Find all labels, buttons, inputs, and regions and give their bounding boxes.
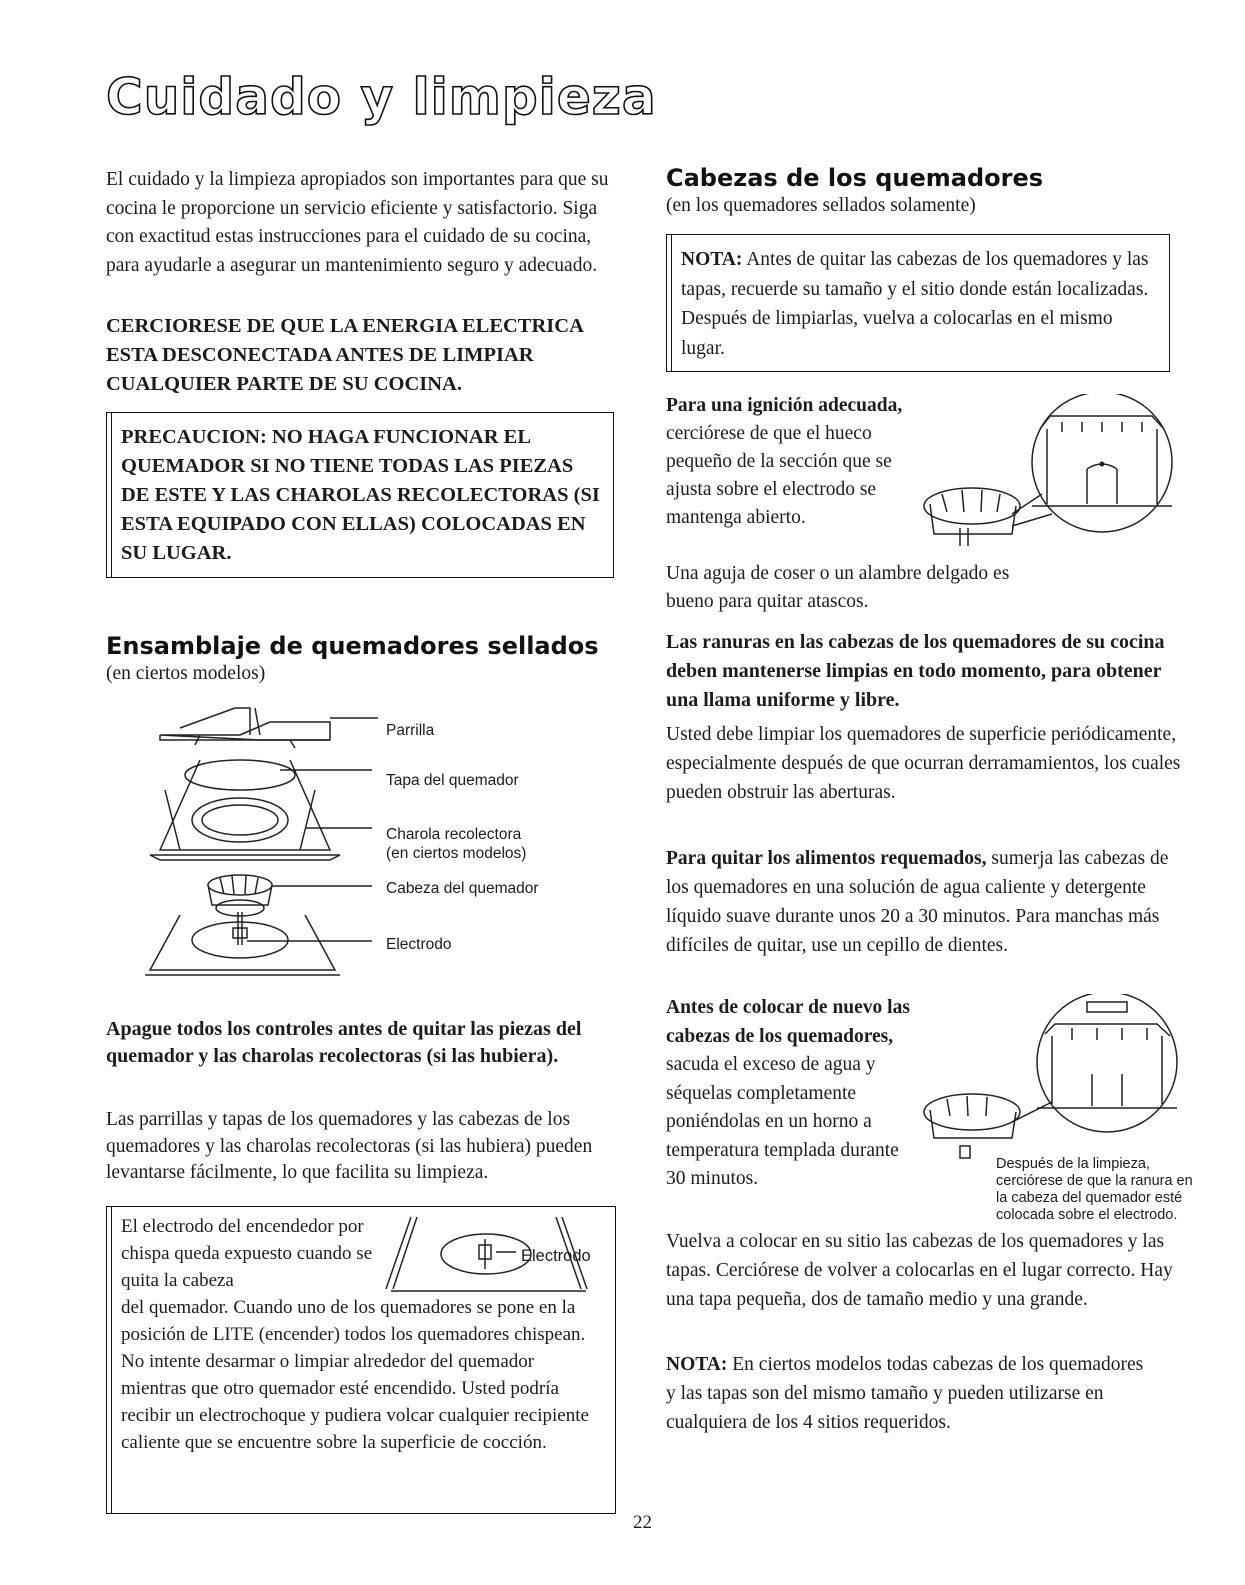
note2-label: NOTA: [666,1354,728,1375]
replace-paragraph [666,994,911,1194]
grate-icon [160,708,330,748]
label-charola-note: (en ciertos modelos) [386,845,527,862]
label-cabeza: Cabeza del quemador [386,880,539,897]
ignition-body: cerciórese de que el hueco pequeño de la sección que se ajusta sobre el electrodo se mantenga abierto. [666,423,892,528]
after-cleaning-caption: Después de la limpieza, cerciórese de que la ranura en la cabeza del quemador esté colocada sobre el electrodo. [996,1156,1193,1223]
assembly-heading: Ensamblaje de quemadores sellados [106,632,599,660]
needle-paragraph: Una aguja de coser o un alambre delgado es bueno para quitar atascos. [666,563,1010,612]
note-label: NOTA: [681,249,743,270]
heads-heading: Cabezas de los quemadores [666,164,1044,192]
label-charola: Charola recolectora [386,826,522,843]
electrode-box-text: del quemador. Cuando uno de los quemadores se pone en la posición de LITE (encender) todos los quemadores chispean. No intente desarmar o limpiar alrededor del quemador mientras que otro quemador esté encendido. Usted podría recibir un electrochoque y pudiera volcar cualquier recipiente caliente que se encuentre sobre la superficie de cocción. [121,1297,589,1453]
electrode-box-lead: El electrodo del encendedor por chispa queda expuesto cuando se quita la cabeza [121,1216,373,1291]
burnt-body: sumerja las cabezas de los quemadores en una solución de agua caliente y detergente líquido suave durante unos 20 a 30 minutos. Para manchas más difíciles de quitar, use un cepillo de dientes. [666,848,1169,956]
controls-warning: Apague todos los controles antes de quitar las piezas del quemador y las charolas recolectoras (si las hubiera). [106,1018,582,1067]
label-tapa: Tapa del quemador [386,772,519,789]
grates-paragraph: Las parrillas y tapas de los quemadores y las cabezas de los quemadores y las charolas recolectoras (si las hubiera) pueden levantarse fácilmente, lo que facilita su limpieza. [106,1109,593,1183]
electrode-warning-box [106,1206,616,1514]
intro-paragraph: El cuidado y la limpieza apropiados son importantes para que su cocina le proporcione un servicio eficiente y satisfactorio. Siga con exactitud estas instrucciones para el cuidado de su cocina, para ayudarle a asegurar un mantenimiento seguro y adecuado. [106,169,609,276]
burnt-bold: Para quitar los alimentos requemados, [666,848,987,869]
page-number: 22 [633,1512,652,1533]
electrode-box-label: Electrodo [521,1247,591,1265]
assembly-subheading: (en ciertos modelos) [106,663,266,684]
clean-paragraph: Usted debe limpiar los quemadores de superficie periódicamente, especialmente después de que ocurran derramamientos, los cuales pueden obstruir las aberturas. [666,724,1181,803]
label-electrodo: Electrodo [386,936,452,953]
burner-port-diagram [912,394,1202,569]
page-title: Cuidado y limpieza [106,68,657,126]
label-parrilla: Parrilla [386,722,435,739]
burner-replacement-diagram [912,994,1202,1164]
note-box [666,234,1170,372]
burnt-food-paragraph [666,844,1186,960]
caution-text: PRECAUCION: NO HAGA FUNCIONAR EL QUEMADOR SI NO TIENE TODAS LAS PIEZAS DE ESTE Y LAS CHAROLAS RECOLECTORAS (SI ESTA EQUIPADO CON ELLAS) COLOCADAS EN SU LUGAR. [121,426,600,564]
replace-bold: Antes de colocar de nuevo las cabezas de los quemadores, [666,997,910,1047]
burner-head-icon [208,875,272,916]
note-body: Antes de quitar las cabezas de los quemadores y las tapas, recuerde su tamaño y el sitio donde están localizadas. Después de limpiarlas, vuelva a colocarlas en el mismo lugar. [681,249,1149,359]
drip-pan-icon [150,760,340,860]
heads-subheading: (en los quemadores sellados solamente) [666,195,976,216]
note2-paragraph [666,1350,1146,1437]
replace-body: sacuda el exceso de agua y séquelas completamente poniéndolas en un horno a temperatura templada durante 30 minutos. [666,1054,899,1189]
caution-box [106,412,614,578]
ignition-bold: Para una ignición adecuada, [666,395,903,416]
slots-warning: Las ranuras en las cabezas de los quemadores de su cocina deben mantenerse limpias en todo momento, para obtener una llama uniforme y libre. [666,631,1165,711]
put-back-paragraph: Vuelva a colocar en su sitio las cabezas de los quemadores y las tapas. Cerciórese de volver a colocarlas en el lugar correcto. Hay una tapa pequeña, dos de tamaño medio y una grande. [666,1231,1173,1310]
ignition-paragraph [666,392,906,532]
electrode-base-icon [145,912,340,975]
burner-assembly-diagram [140,700,600,985]
energy-warning: CERCIORESE DE QUE LA ENERGIA ELECTRICA ESTA DESCONECTADA ANTES DE LIMPIAR CUALQUIER PARTE DE SU COCINA. [106,315,583,395]
note2-body: En ciertos modelos todas cabezas de los quemadores y las tapas son del mismo tamaño y pueden utilizarse en cualquiera de los 4 sitios requeridos. [666,1354,1144,1433]
note-text [681,245,1157,363]
